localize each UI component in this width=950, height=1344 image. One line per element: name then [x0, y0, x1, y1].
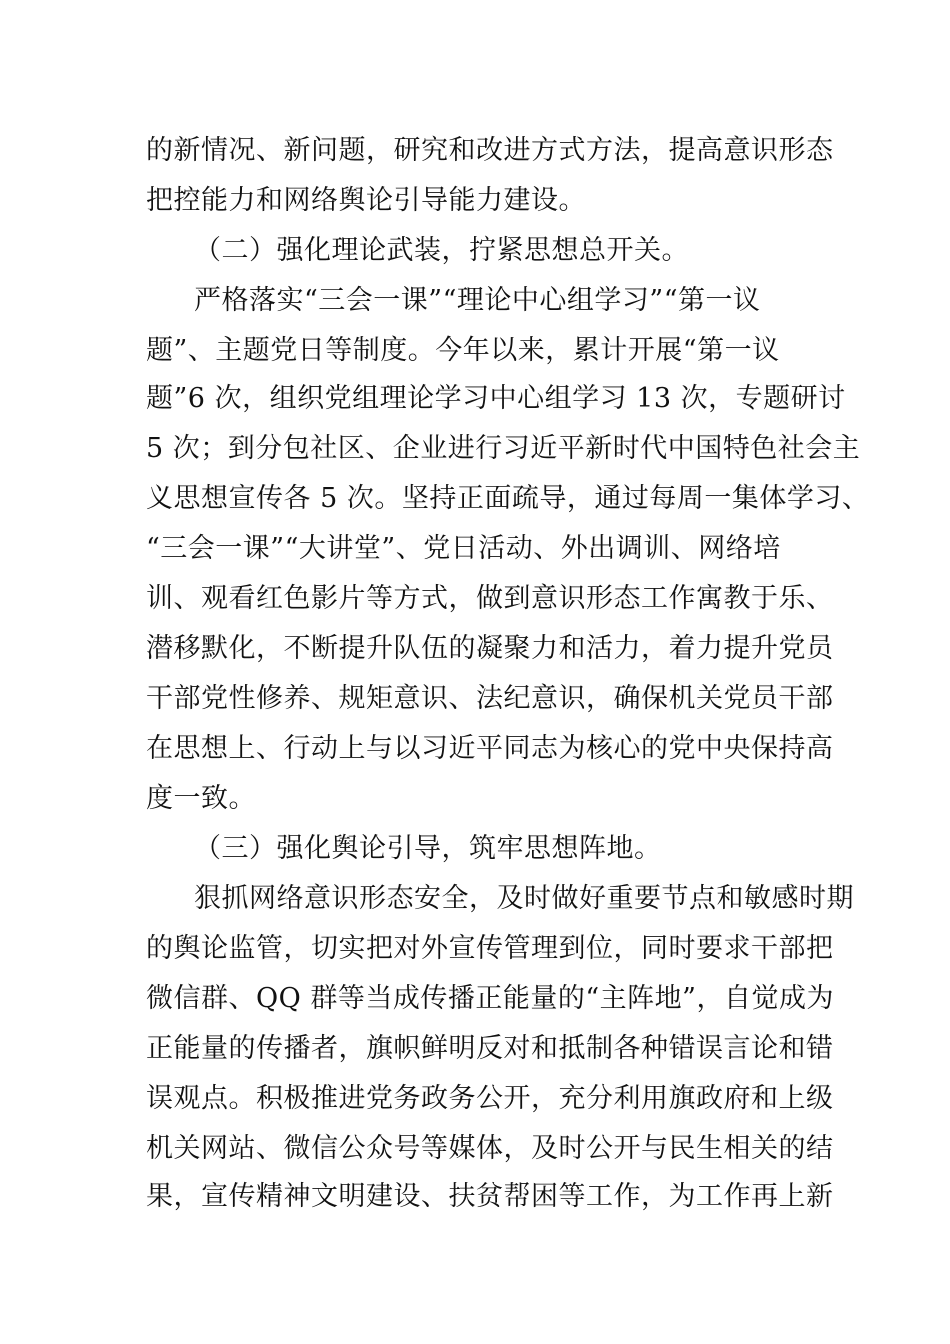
section-heading: （三）强化舆论引导，筑牢思想阵地。	[194, 833, 662, 864]
paragraph-first-line: 狠抓网络意识形态安全，及时做好重要节点和敏感时期	[194, 883, 854, 914]
text-line: 干部党性修养、规矩意识、法纪意识，确保机关党员干部	[146, 683, 834, 714]
text-line: 题”、主题党日等制度。今年以来，累计开展“第一议	[146, 335, 780, 366]
section-heading: （二）强化理论武装，拧紧思想总开关。	[194, 235, 689, 266]
text-line: 在思想上、行动上与以习近平同志为核心的党中央保持高	[146, 733, 834, 764]
text-line: 的新情况、新问题，研究和改进方式方法，提高意识形态	[146, 135, 834, 166]
text-line: 微信群、QQ 群等当成传播正能量的“主阵地”，自觉成为	[146, 983, 834, 1014]
text-line: 5 次；到分包社区、企业进行习近平新时代中国特色社会主	[146, 433, 861, 464]
text-line: 误观点。积极推进党务政务公开，充分利用旗政府和上级	[146, 1083, 834, 1114]
text-line: 度一致。	[146, 783, 256, 814]
text-line: 潜移默化，不断提升队伍的凝聚力和活力，着力提升党员	[146, 633, 834, 664]
text-line: 训、观看红色影片等方式，做到意识形态工作寓教于乐、	[146, 583, 834, 614]
text-line: “三会一课”“大讲堂”、党日活动、外出调训、网络培	[146, 533, 781, 564]
paragraph-first-line: 严格落实“三会一课”“理论中心组学习”“第一议	[194, 285, 761, 316]
text-line: 题”6 次，组织党组理论学习中心组学习 13 次，专题研讨	[146, 383, 846, 414]
text-line: 机关网站、微信公众号等媒体，及时公开与民生相关的结	[146, 1133, 834, 1164]
text-line: 正能量的传播者，旗帜鲜明反对和抵制各种错误言论和错	[146, 1033, 834, 1064]
text-line: 果，宣传精神文明建设、扶贫帮困等工作，为工作再上新	[146, 1181, 834, 1212]
text-line: 的舆论监管，切实把对外宣传管理到位，同时要求干部把	[146, 933, 834, 964]
text-line: 义思想宣传各 5 次。坚持正面疏导，通过每周一集体学习、	[146, 483, 870, 514]
text-line: 把控能力和网络舆论引导能力建设。	[146, 185, 586, 216]
